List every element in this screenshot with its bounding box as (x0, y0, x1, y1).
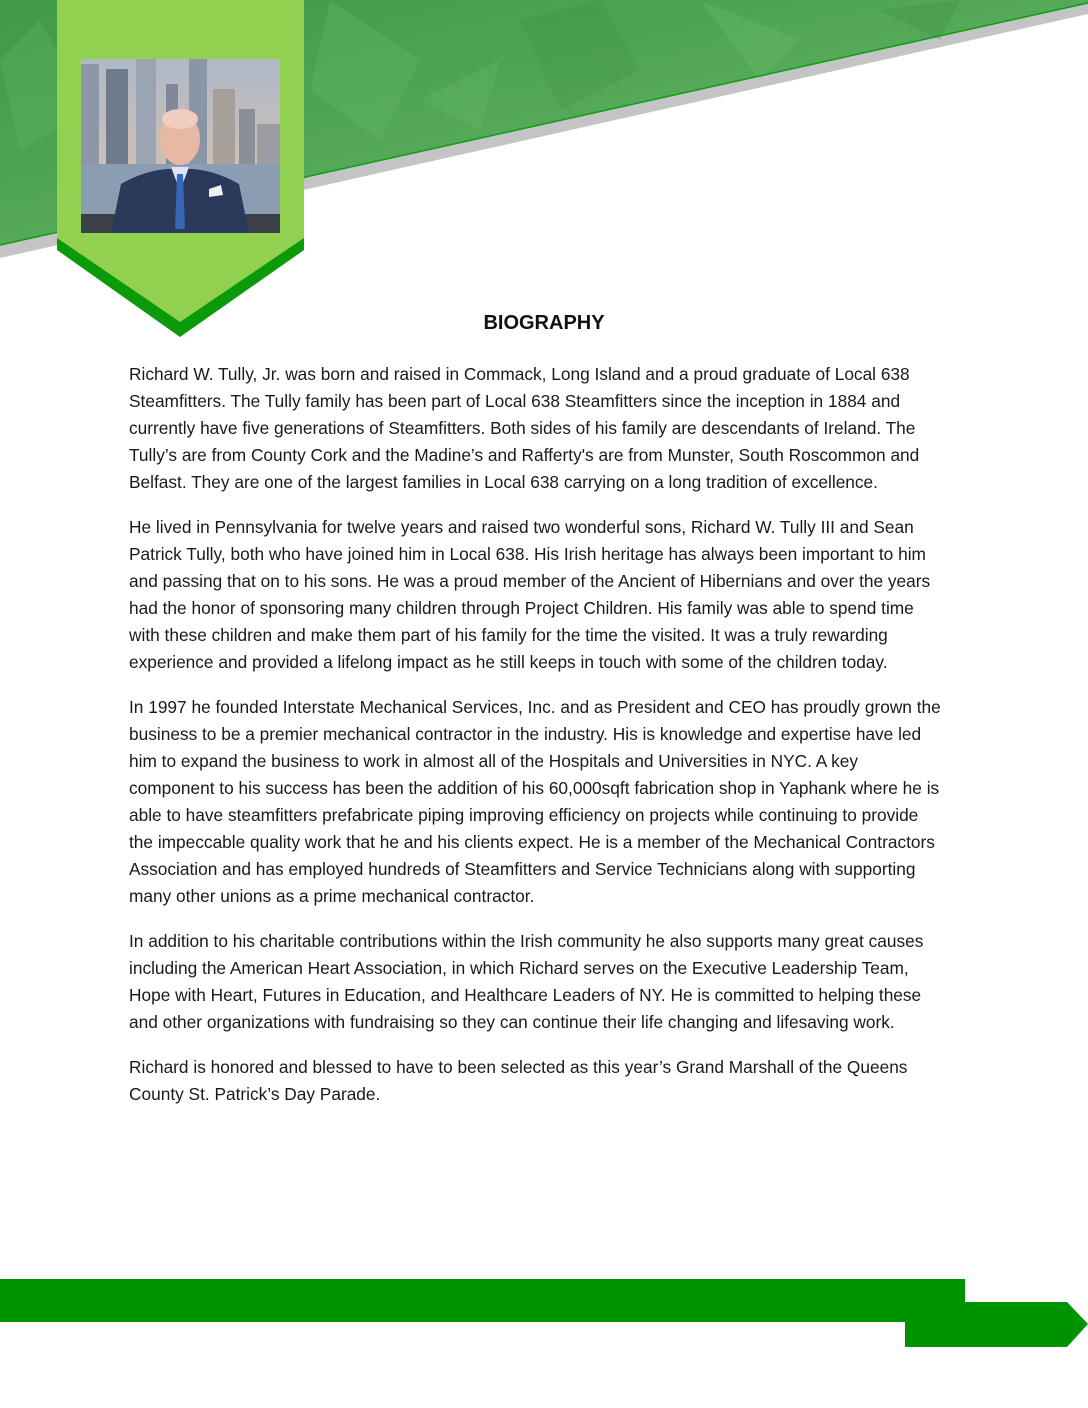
paragraph: Richard W. Tully, Jr. was born and raised in Commack, Long Island and a proud graduate of Local 638 Steamfitters. The Tully family has been part of Local 638 Steamfitters since the inception in 1884 and currently have five generations of Steamfitters. Both sides of his family are descendants of Ireland. The Tully’s are from County Cork and the Madine’s and Rafferty's are from Munster, South Roscommon and Belfast. They are one of the largest families in Local 638 carrying on a long tradition of excellence. (129, 364, 920, 492)
paragraph: Richard is honored and blessed to have to been selected as this year’s Grand Marshall of the Queens County St. Patrick’s Day Parade. (129, 1057, 908, 1104)
footer-bar (0, 1279, 965, 1322)
paragraph: In addition to his charitable contributions within the Irish community he also supports many great causes including the American Heart Association, in which Richard serves on the Executive Leadership Team, Hope with Heart, Futures in Education, and Healthcare Leaders of NY. He is committed to helping these and other organizations with fundraising so they can continue their life changing and lifesaving work. (129, 931, 924, 1032)
page-title: BIOGRAPHY (483, 312, 605, 334)
footer-arrow (905, 1302, 1088, 1347)
portrait-photo (81, 59, 280, 233)
biography-body (129, 361, 944, 1126)
paragraph: He lived in Pennsylvania for twelve years and raised two wonderful sons, Richard W. Tully III and Sean Patrick Tully, both who have joined him in Local 638. His Irish heritage has always been important to him and passing that on to his sons. He was a proud member of the Ancient of Hibernians and over the years had the honor of sponsoring many children through Project Children. His family was able to spend time with these children and make them part of his family for the time the visited. It was a truly rewarding experience and provided a lifelong impact as he still keeps in touch with some of the children today. (129, 517, 931, 672)
paragraph: In 1997 he founded Interstate Mechanical Services, Inc. and as President and CEO has proudly grown the business to be a premier mechanical contractor in the industry. His is knowledge and expertise have led him to expand the business to work in almost all of the Hospitals and Universities in NYC. A key component to his success has been the addition of his 60,000sqft fabrication shop in Yaphank where he is able to have steamfitters prefabricate piping improving efficiency on projects while continuing to provide the impeccable quality work that he and his clients expect. He is a member of the Mechanical Contractors Association and has employed hundreds of Steamfitters and Service Technicians along with supporting many other unions as a prime mechanical contractor. (129, 697, 941, 906)
footer-banner (0, 1270, 1088, 1360)
portrait-photo-icon (81, 59, 280, 233)
